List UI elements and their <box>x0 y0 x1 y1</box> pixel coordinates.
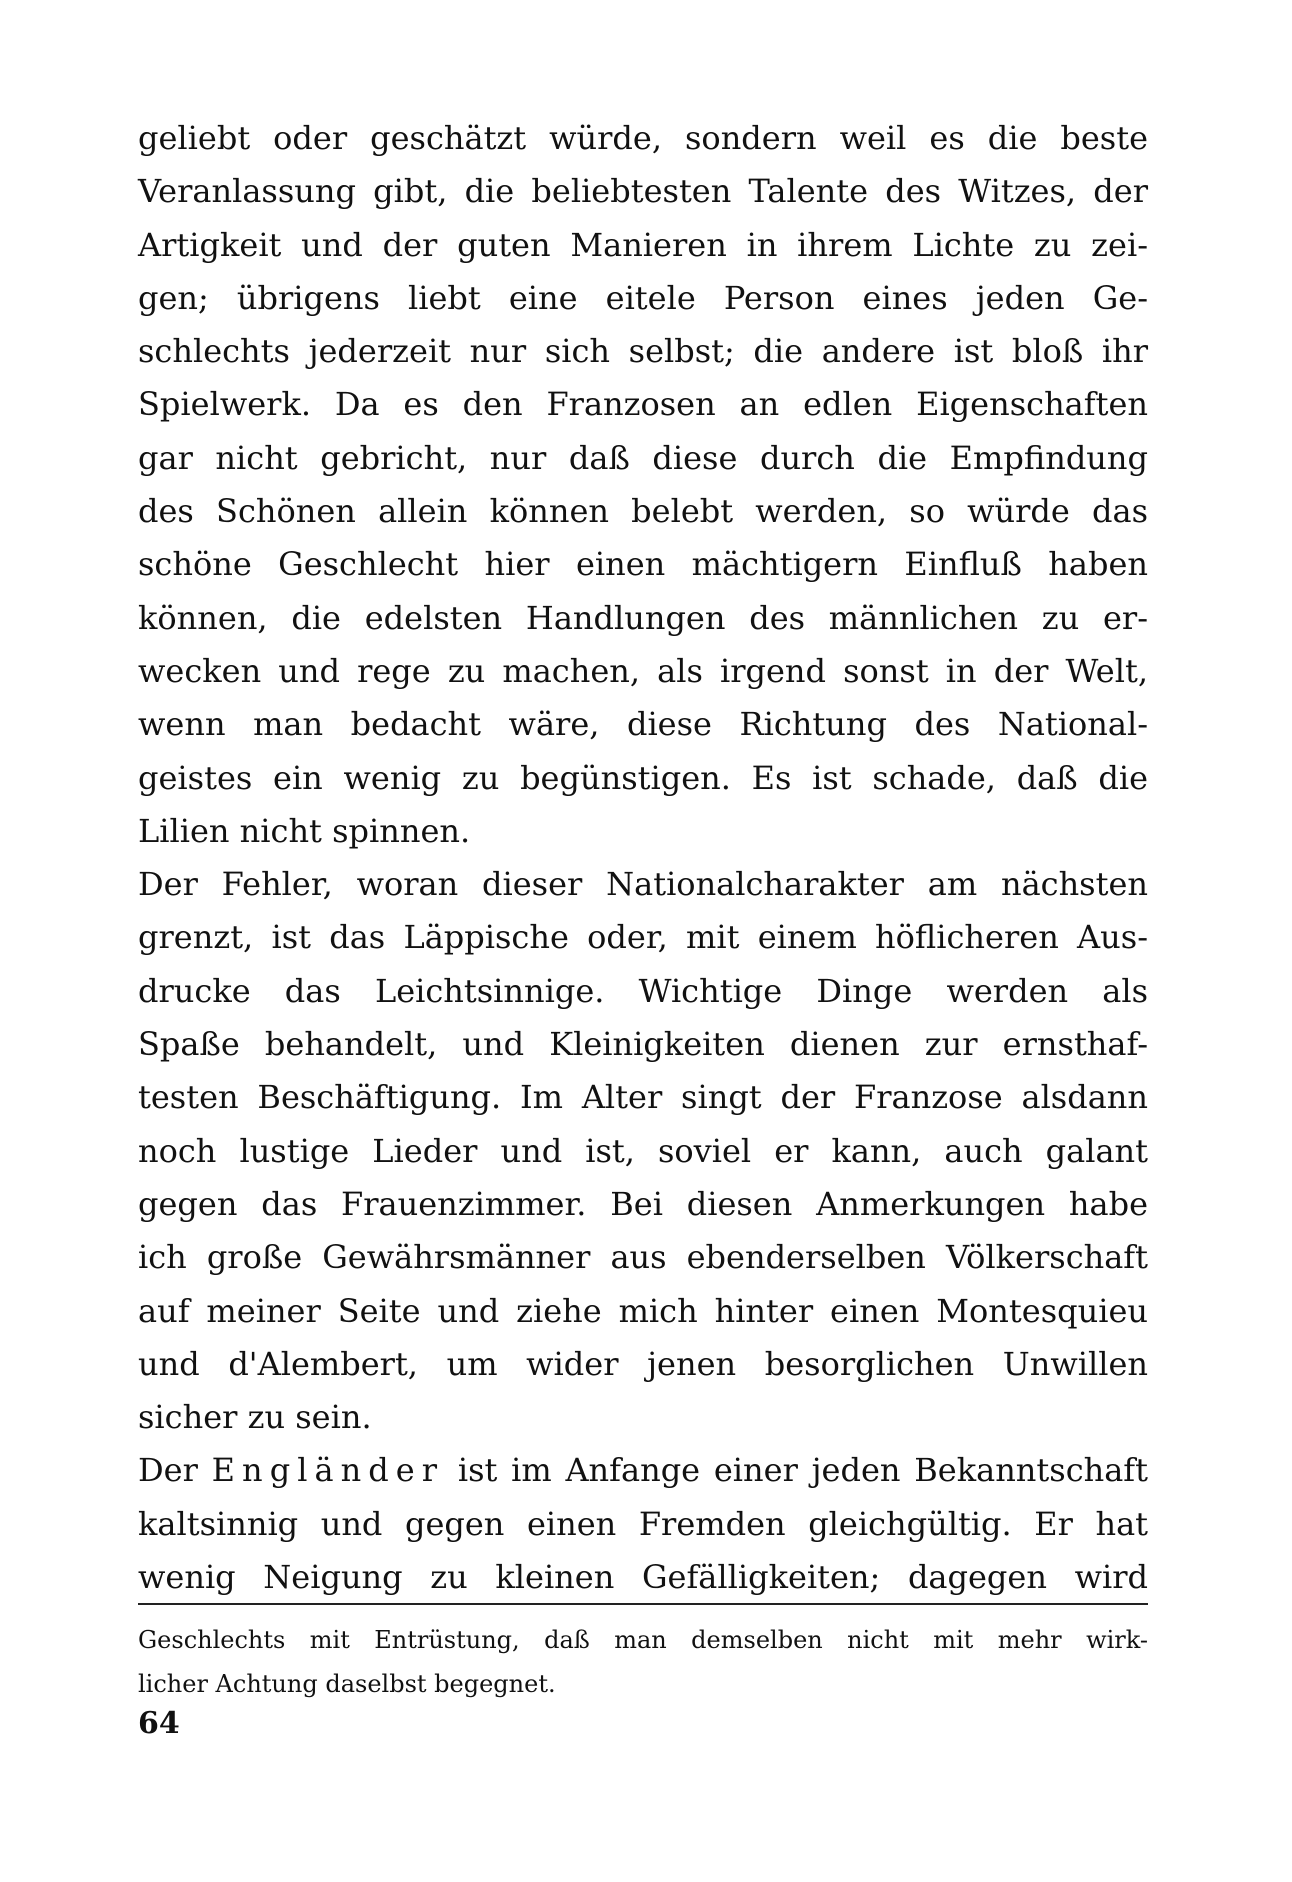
text-line: Spaße behandelt, und Kleinigkeiten dienen zur ernsthaf- <box>138 1025 1148 1064</box>
text-line: grenzt, ist das Läppische oder, mit einem höflicheren Aus- <box>138 918 1148 957</box>
text-line: geliebt oder geschätzt würde, sondern weil es die beste <box>138 119 1148 157</box>
page-number: 64 <box>138 1706 180 1741</box>
footnote <box>138 1618 1148 1706</box>
text-line: Der Fehler, woran dieser Nationalcharakter am nächsten <box>138 865 1148 904</box>
body-text <box>138 112 1148 1604</box>
text-line: Artigkeit und der guten Manieren in ihrem Lichte zu zei- <box>138 225 1148 264</box>
footnote-divider <box>138 1603 1148 1605</box>
text-line: Lilien nicht spinnen. <box>138 811 471 850</box>
text-line: ich große Gewährsmänner aus ebenderselben Völkerschaft <box>138 1238 1148 1277</box>
text-line: geistes ein wenig zu begünstigen. Es ist schade, daß die <box>138 758 1148 797</box>
text-line: schlechts jederzeit nur sich selbst; die andere ist bloß ihr <box>138 332 1148 371</box>
text-line: schöne Geschlecht hier einen mächtigern Einfluß haben <box>138 545 1148 584</box>
text-line: wenn man bedacht wäre, diese Richtung des National- <box>138 705 1148 744</box>
text-line: können, die edelsten Handlungen des männlichen zu er- <box>138 598 1148 637</box>
text-line: kaltsinnig und gegen einen Fremden gleichgültig. Er hat <box>138 1504 1148 1543</box>
text-line: drucke das Leichtsinnige. Wichtige Dinge werden als <box>138 971 1148 1010</box>
text-line: gegen das Frauenzimmer. Bei diesen Anmerkungen habe <box>138 1184 1148 1223</box>
text-line: gen; übrigens liebt eine eitele Person eines jeden Ge- <box>138 278 1148 317</box>
text-line: und d'Alembert, um wider jenen besorglichen Unwillen <box>138 1344 1148 1383</box>
text-line: sicher zu sein. <box>138 1398 372 1437</box>
emphasized-word: Engländer <box>211 1451 445 1490</box>
text-line: wenig Neigung zu kleinen Gefälligkeiten; dagegen wird <box>138 1558 1148 1597</box>
text-fragment: Der <box>138 1451 198 1490</box>
text-line <box>138 1444 1148 1497</box>
text-line: wecken und rege zu machen, als irgend sonst in der Welt, <box>138 651 1148 690</box>
text-line: des Schönen allein können belebt werden, so würde das <box>138 492 1148 531</box>
footnote-line: licher Achtung daselbst begegnet. <box>138 1670 556 1698</box>
text-line: Spielwerk. Da es den Franzosen an edlen Eigenschaften <box>138 385 1148 424</box>
text-line: Veranlassung gibt, die beliebtesten Talente des Witzes, der <box>138 172 1148 211</box>
text-line: testen Beschäftigung. Im Alter singt der Franzose alsdann <box>138 1078 1148 1117</box>
text-fragment: ist im Anfange einer jeden Bekanntschaft <box>457 1451 1149 1490</box>
text-line: gar nicht gebricht, nur daß diese durch die Empfindung <box>138 438 1148 477</box>
text-line: noch lustige Lieder und ist, soviel er kann, auch galant <box>138 1131 1148 1170</box>
footnote-line: Geschlechts mit Entrüstung, daß man demselben nicht mit mehr wirk- <box>138 1626 1148 1654</box>
text-line: auf meiner Seite und ziehe mich hinter einen Montesquieu <box>138 1291 1148 1330</box>
